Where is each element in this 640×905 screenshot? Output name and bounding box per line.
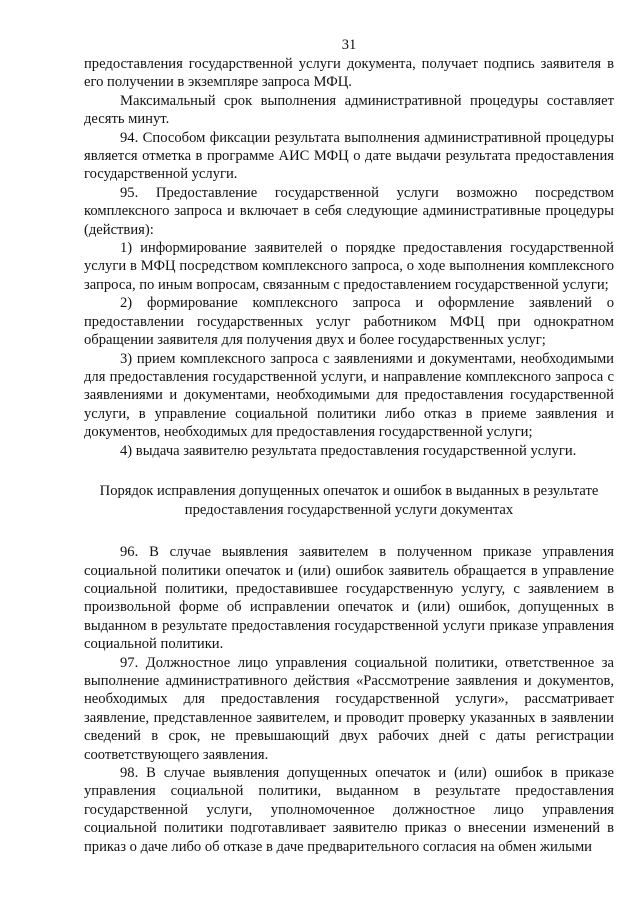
list-item-2: 2) формирование комплексного запроса и оформление заявлений о предоставлении государственных услуг работником МФЦ при однократном обращении заявителя для получения двух и более государственных услуг; <box>84 295 614 349</box>
paragraph-98: 98. В случае выявления допущенных опечаток и (или) ошибок в приказе управления социальной политики, выданном в результате предоставления государственной услуги, уполномоченное должностное лицо управления социальной политики подготавливает заявителю приказ о внесении изменений в приказ о даче либо об отказе в даче предварительного согласия на обмен жилыми <box>84 765 614 855</box>
paragraph-94: 94. Способом фиксации результата выполнения административной процедуры является отметка в программе АИС МФЦ о дате выдачи результата предоставления государственной услуги. <box>84 129 614 183</box>
page-number: 31 <box>341 37 357 53</box>
paragraph-continuation: предоставления государственной услуги документа, получает подпись заявителя в его получении в экземпляре запроса МФЦ. <box>84 56 614 91</box>
paragraph-96: 96. В случае выявления заявителем в полученном приказе управления социальной политики опечаток и (или) ошибок заявитель обращается в управление социальной политики, предоставившее государственную услугу, с заявлением в произвольной форме об исправлении опечаток и (или) ошибок, допущенных в выданном в результате предоставления государственной услуги приказе управления социальной политики. <box>84 544 614 653</box>
paragraph-97: 97. Должностное лицо управления социальной политики, ответственное за выполнение административного действия «Рассмотрение заявления и документов, необходимых для предоставления государственной услуги», рассматривает заявление, представленное заявителем, и проводит проверку указанных в заявлении сведений в срок, не превышающий двух рабочих дней с даты регистрации соответствующего заявления. <box>84 654 614 763</box>
document-page <box>84 36 614 856</box>
section-heading: Порядок исправления допущенных опечаток и ошибок в выданных в результате предоставления государственной услуги документах <box>99 482 599 518</box>
list-item-4: 4) выдача заявителю результата предоставления государственной услуги. <box>120 442 577 459</box>
list-item-3: 3) прием комплексного запроса с заявлениями и документами, необходимыми для предоставления государственной услуги, и направление комплексного запроса с заявлениями и документами, необходимыми для предоставления государственной услуги, в управление социальной политики либо отказ в приеме заявления и документов, необходимых для предоставления государственной услуги; <box>84 350 614 441</box>
paragraph-95: 95. Предоставление государственной услуги возможно посредством комплексного запроса и включает в себя следующие административные процедуры (действия): <box>84 184 614 238</box>
list-item-1: 1) информирование заявителей о порядке предоставления государственной услуги в МФЦ посредством комплексного запроса, о ходе выполнения комплексного запроса, по иным вопросам, связанным с предоставлением государственной услуги; <box>84 240 614 293</box>
paragraph-max-time: Максимальный срок выполнения административной процедуры составляет десять минут. <box>84 92 614 128</box>
